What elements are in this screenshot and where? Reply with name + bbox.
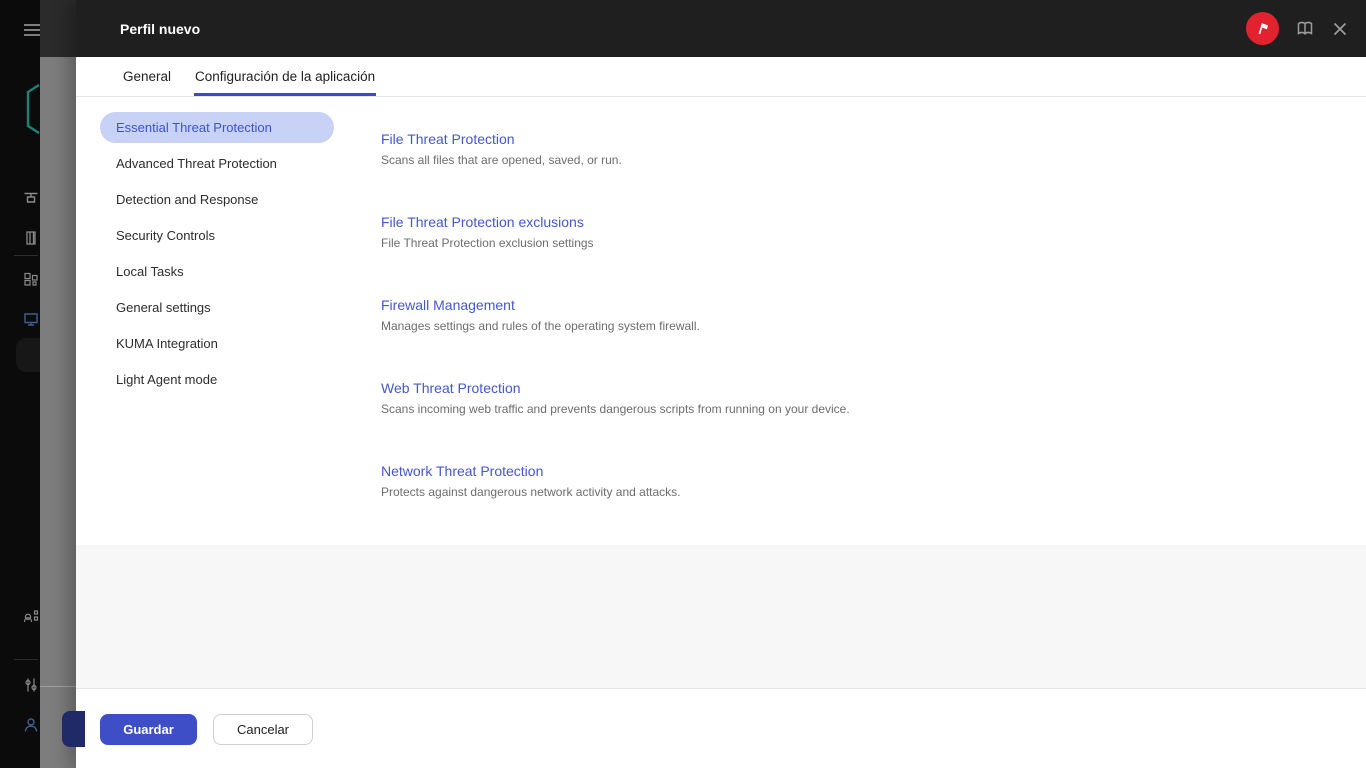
map-book-icon[interactable] [23,230,39,246]
users-group-icon[interactable] [23,608,39,624]
documentation-book-icon[interactable] [1296,20,1315,37]
section-web-threat-protection [381,379,1366,417]
dialog-spacer [76,545,1366,688]
section-description: Scans all files that are opened, saved, or run. [381,153,622,167]
settings-section-list [381,97,1366,545]
dialog-tabbar [76,57,1366,97]
nav-item-advanced-threat-protection[interactable]: Advanced Threat Protection [116,156,277,171]
app-sidebar [0,0,40,768]
section-link[interactable]: Network Threat Protection [381,463,544,479]
section-file-threat-protection [381,130,1366,168]
section-description: Protects against dangerous network activity and attacks. [381,485,681,499]
new-profile-dialog [76,0,1366,768]
nav-item-security-controls[interactable]: Security Controls [116,228,215,243]
account-person-icon[interactable] [23,717,39,733]
kaspersky-logo-fragment [22,82,40,136]
section-description: Scans incoming web traffic and prevents dangerous scripts from running on your device. [381,402,850,416]
infrastructure-icon[interactable] [23,189,39,205]
flag-badge-icon[interactable] [1246,12,1279,45]
nav-item-light-agent-mode[interactable]: Light Agent mode [116,372,218,387]
nav-item-general-settings[interactable]: General settings [116,300,211,315]
devices-monitor-icon[interactable] [23,311,39,327]
sidebar-divider [14,255,38,256]
dashboard-grid-icon[interactable] [23,271,39,287]
section-firewall-management [381,296,1366,334]
settings-category-list [76,97,381,545]
active-nav-highlight[interactable] [16,338,40,372]
save-button[interactable]: Guardar [100,714,197,745]
section-link[interactable]: File Threat Protection [381,131,515,147]
cancel-button[interactable]: Cancelar [213,714,313,745]
tab-application-settings[interactable]: Configuración de la aplicación [194,57,376,96]
underlying-save-button-fragment [62,711,85,747]
nav-item-kuma-integration[interactable]: KUMA Integration [116,336,218,351]
settings-sliders-icon[interactable] [23,677,39,693]
section-file-threat-protection-exclusions [381,213,1366,251]
section-link[interactable]: File Threat Protection exclusions [381,214,584,230]
nav-item-essential-threat-protection[interactable]: Essential Threat Protection [100,112,334,143]
dialog-header [76,0,1366,57]
dialog-footer [76,688,1366,768]
nav-item-detection-and-response[interactable]: Detection and Response [116,192,259,207]
section-description: File Threat Protection exclusion settings [381,236,594,250]
nav-item-local-tasks[interactable]: Local Tasks [116,264,184,279]
dimmed-background-overlay [40,0,76,768]
close-icon[interactable] [1332,21,1348,37]
dialog-title: Perfil nuevo [120,20,201,37]
sidebar-divider [14,659,38,660]
section-link[interactable]: Web Threat Protection [381,380,521,396]
section-link[interactable]: Firewall Management [381,297,515,313]
section-network-threat-protection [381,462,1366,500]
tab-general[interactable]: General [123,69,172,84]
menu-icon[interactable] [24,24,40,37]
section-description: Manages settings and rules of the operating system firewall. [381,319,700,333]
